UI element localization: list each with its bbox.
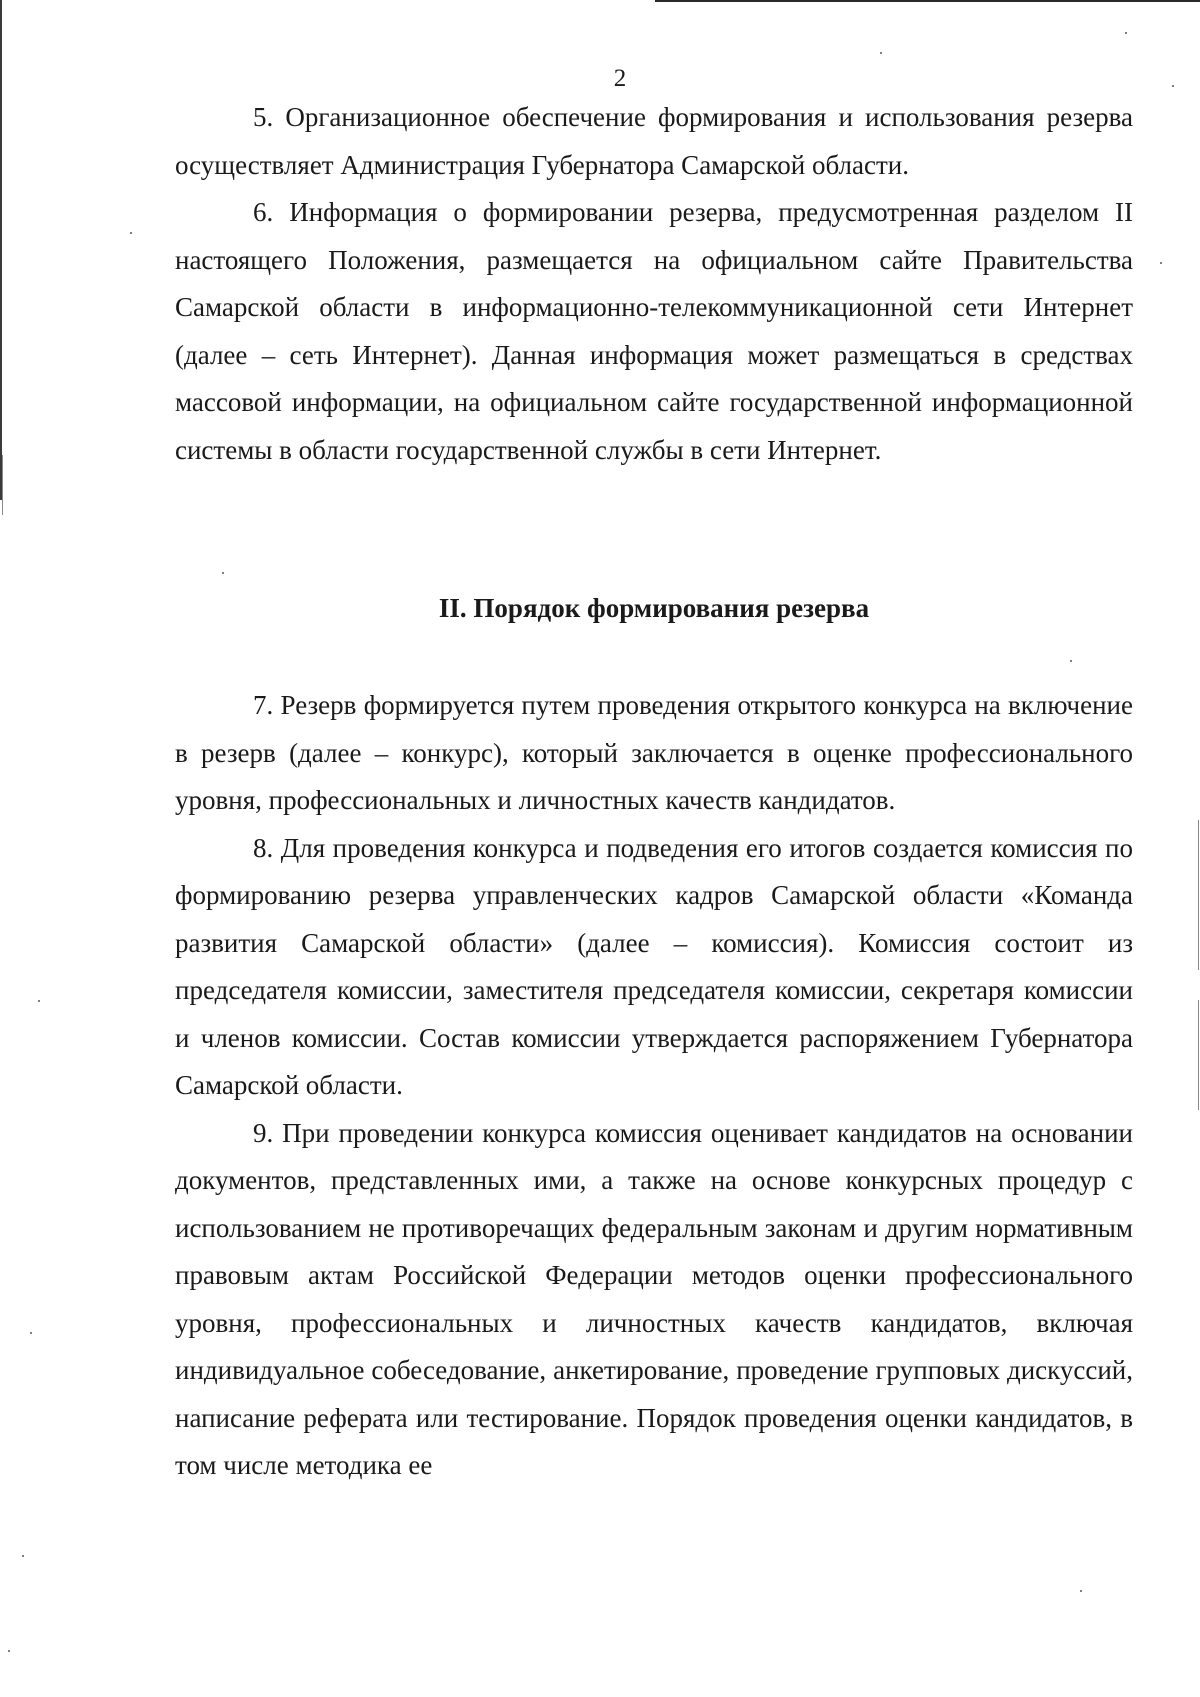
page-number: 2 [613, 65, 627, 92]
scan-speck [30, 1332, 32, 1334]
scan-tick [1198, 1000, 1199, 1110]
scan-speck [38, 1000, 40, 1002]
section-two-body [175, 682, 1133, 1490]
paragraph-7: 7. Резерв формируется путем проведения открытого конкурса на включение в резерв (далее – конкурс), который заключается в оценке профессионального уровня, профессиональных и личностных качеств кандидатов. [175, 690, 1133, 815]
scan-speck [8, 1650, 10, 1652]
scan-speck [22, 1555, 24, 1557]
scan-speck [1070, 660, 1072, 662]
scan-speck [222, 572, 224, 574]
scan-speck [130, 232, 132, 234]
paragraph-6: 6. Информация о формировании резерва, предусмотренная разделом II настоящего Положения, размещается на официальном сайте Правительства Самарской области в информационно-телекоммуникационной сети Интернет (далее – сеть Интернет). Данная информация может размещаться в средствах массовой информации, на официальном сайте государственной информационной системы в области государственной службы в сети Интернет. [175, 197, 1133, 465]
scan-edge-top [655, 0, 1200, 2]
scan-speck [1160, 262, 1162, 264]
section-heading: II. Порядок формирования резерва [438, 593, 870, 623]
scan-tick [2, 455, 3, 515]
scan-speck [1080, 1590, 1082, 1592]
paragraph-8: 8. Для проведения конкурса и подведения его итогов создается комиссия по формированию резерва управленческих кадров Самарской области «Команда развития Самарской области» (далее – комиссия). Комиссия состоит из председателя комиссии, заместителя председателя комиссии, секретаря комиссии и членов комиссии. Состав комиссии утверждается распоряжением Губернатора Самарской области. [175, 832, 1133, 1100]
scan-speck [880, 52, 882, 54]
paragraph-5: 5. Организационное обеспечение формирования и использования резерва осуществляет Администрация Губернатора Самарской области. [175, 102, 1133, 180]
paragraph-9: 9. При проведении конкурса комиссия оценивает кандидатов на основании документов, представленных ими, а также на основе конкурсных процедур с использованием не противоречащих федеральным законам и другим нормативным правовым актам Российской Федерации методов оценки профессионального уровня, профессиональных и личностных качеств кандидатов, включая индивидуальное собеседование, анкетирование, проведение групповых дискуссий, написание реферата или тестирование. Порядок проведения оценки кандидатов, в том числе методика ее [175, 1117, 1133, 1480]
section-one-body [175, 94, 1133, 474]
scan-speck [1125, 32, 1127, 34]
scan-tick [1198, 820, 1199, 970]
